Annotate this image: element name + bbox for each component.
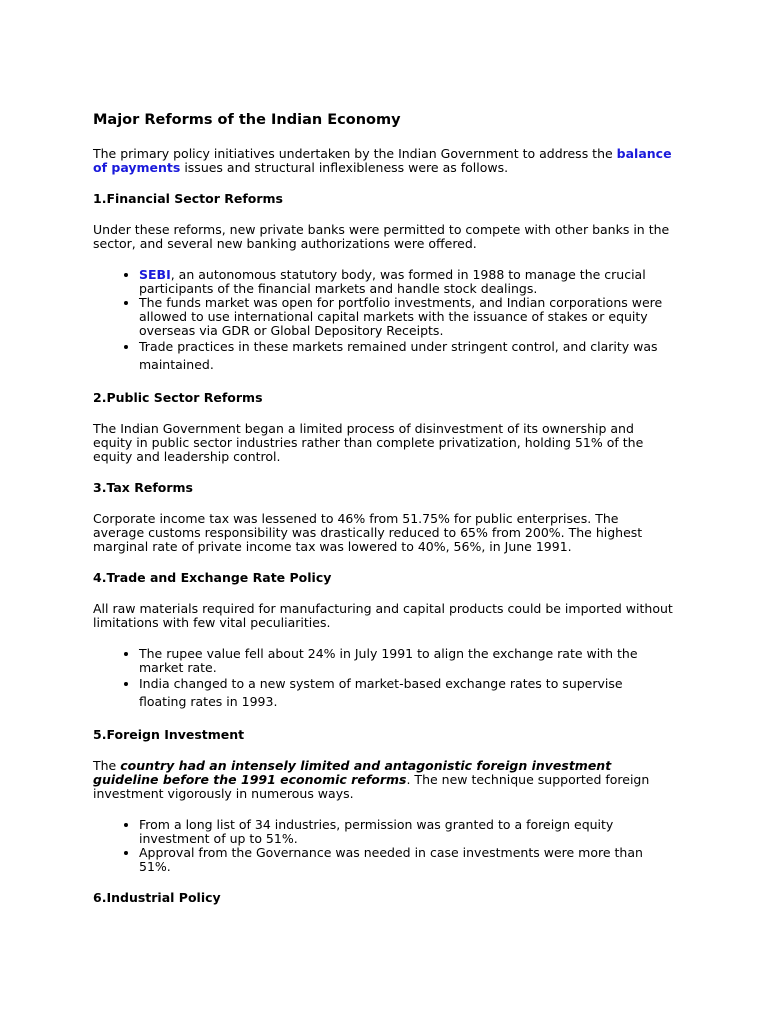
financial-bullet-list [93, 268, 673, 374]
sebi-link[interactable]: SEBI [139, 267, 171, 282]
section-heading-trade: 4.Trade and Exchange Rate Policy [93, 570, 332, 585]
list-item: • Approval from the Governance was needed in case investments were more than 51%. [139, 846, 673, 874]
section-paragraph-tax: Corporate income tax was lessened to 46% from 51.75% for public enterprises. The average customs responsibility was drastically reduced to 65% from 200%. The highest marginal rate of private income tax was lowered to 40%, 56%, in June 1991. [93, 511, 643, 554]
section-heading-tax: 3.Tax Reforms [93, 480, 193, 495]
section-heading-industrial: 6.Industrial Policy [93, 890, 221, 905]
balance-of-payments-link[interactable]: balance of payments [93, 146, 672, 175]
list-item: • The rupee value fell about 24% in July 1991 to align the exchange rate with the market rate. [139, 647, 673, 675]
foreign-investment-bullet-list [93, 818, 673, 874]
section-paragraph-public-sector: The Indian Government began a limited process of disinvestment of its ownership and equity in public sector industries rather than complete privatization, holding 51% of the equity and leadership control. [93, 421, 644, 464]
trade-bullet-list [93, 647, 673, 711]
list-item [139, 268, 673, 296]
paragraph-text: The [93, 758, 121, 773]
section-paragraph-financial: Under these reforms, new private banks were permitted to compete with other banks in the sector, and several new banking authorizations were offered. [93, 222, 670, 251]
article-body [93, 111, 673, 922]
section-heading-public-sector: 2.Public Sector Reforms [93, 390, 263, 405]
intro-text: The primary policy initiatives undertaken by the Indian Government to address the [93, 146, 617, 161]
section-paragraph-trade: All raw materials required for manufacturing and capital products could be imported without limitations with few vital peculiarities. [93, 601, 673, 630]
intro-text-end: issues and structural inflexibleness were as follows. [180, 160, 509, 175]
section-heading-foreign-investment: 5.Foreign Investment [93, 727, 245, 742]
list-item: • Trade practices in these markets remained under stringent control, and clarity was maintained. [139, 338, 673, 374]
page-title: Major Reforms of the Indian Economy [93, 112, 401, 128]
list-item: • The funds market was open for portfolio investments, and Indian corporations were allowed to use international capital markets with the issuance of stakes or equity overseas via GDR or Global Depository Receipts. [139, 296, 673, 338]
list-item: • India changed to a new system of market-based exchange rates to supervise floating rates in 1993. [139, 675, 673, 711]
section-heading-financial: 1.Financial Sector Reforms [93, 191, 283, 206]
emphasis-text: country had an intensely limited and antagonistic foreign investment guideline before the 1991 economic reforms [93, 758, 612, 787]
intro-paragraph [93, 147, 673, 175]
paragraph-text-end: . The new technique supported foreign investment vigorously in numerous ways. [93, 772, 650, 801]
section-paragraph-foreign-investment [93, 759, 673, 801]
list-item: • From a long list of 34 industries, permission was granted to a foreign equity investment of up to 51%. [139, 818, 673, 846]
list-item-text: , an autonomous statutory body, was formed in 1988 to manage the crucial participants of the financial markets and handle stock dealings. [139, 267, 646, 296]
